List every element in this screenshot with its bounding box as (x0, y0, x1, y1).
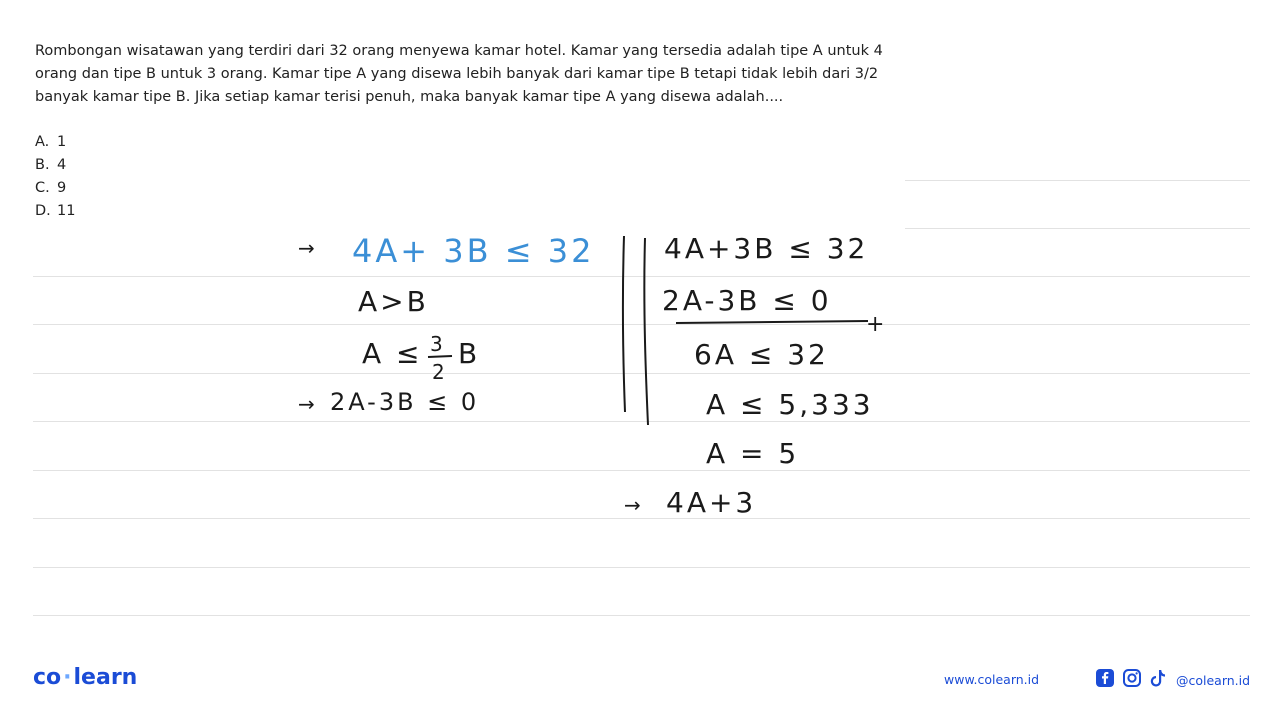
sum-bar-stroke (676, 321, 868, 323)
question-text (35, 40, 915, 109)
fraction-bar-stroke (428, 356, 452, 357)
ruled-line (33, 567, 1250, 568)
hw-right-eq5: A = 5 (706, 437, 800, 470)
ruled-line (33, 276, 1250, 277)
instagram-icon[interactable] (1122, 668, 1142, 692)
arrow-marker: → (298, 392, 318, 416)
option-value: 9 (57, 180, 67, 196)
hw-right-eq4: A ≤ 5,333 (706, 388, 874, 421)
ruled-line (33, 373, 1250, 374)
hw-right-eq6: 4A+3 (666, 486, 757, 519)
option-a (35, 131, 75, 154)
hw-fraction-denominator: 2 (432, 360, 448, 384)
divider-stroke (644, 238, 648, 425)
question-paragraph: Rombongan wisatawan yang terdiri dari 32 orang menyewa kamar hotel. Kamar yang tersedia adalah tipe A untuk 4 orang dan tipe B untuk 3 orang. Kamar tipe A yang disewa lebih banyak dari kamar tipe B tetapi tidak lebih dari 3/2 banyak kamar tipe B. Jika setiap kamar terisi penuh, maka banyak kamar tipe A yang disewa adalah.... (35, 43, 883, 105)
hw-constraint-a-gt-b: A>B (358, 285, 429, 318)
logo-learn: learn (73, 665, 138, 690)
option-key: A. (35, 134, 50, 150)
arrow-marker: → (298, 236, 318, 260)
colearn-logo (33, 665, 137, 690)
hw-constraint-rearranged: 2A-3B ≤ 0 (330, 388, 480, 416)
hw-fraction-var: B (458, 337, 481, 370)
hw-right-eq1: 4A+3B ≤ 32 (664, 232, 869, 265)
ruled-line (33, 324, 1250, 325)
social-links (1095, 668, 1250, 692)
answer-options (35, 131, 75, 223)
option-c (35, 177, 75, 200)
hw-right-plus: + (866, 312, 888, 337)
hw-constraint-people: 4A+ 3B ≤ 32 (352, 232, 595, 270)
social-handle[interactable]: @colearn.id (1176, 672, 1251, 688)
ruled-line (33, 518, 1250, 519)
hw-constraint-a-le: A ≤ (362, 337, 423, 370)
hw-right-eq3: 6A ≤ 32 (694, 338, 829, 371)
logo-dot: · (63, 665, 72, 690)
hw-right-eq2: 2A-3B ≤ 0 (662, 284, 832, 317)
option-b (35, 154, 75, 177)
ruled-line (905, 228, 1250, 229)
facebook-icon[interactable] (1095, 668, 1115, 692)
option-d (35, 200, 75, 223)
option-key: C. (35, 180, 50, 196)
ruled-line (33, 615, 1250, 616)
ruled-line (33, 421, 1250, 422)
option-value: 4 (57, 157, 67, 173)
website-link[interactable]: www.colearn.id (944, 672, 1040, 687)
option-value: 1 (57, 134, 67, 150)
ruled-line (905, 180, 1250, 181)
hw-fraction-numerator: 3 (430, 332, 446, 356)
tiktok-icon[interactable] (1149, 668, 1167, 692)
logo-co: co (33, 665, 62, 690)
option-key: D. (35, 203, 51, 219)
arrow-marker: → (624, 493, 644, 517)
ruled-line (33, 470, 1250, 471)
option-value: 11 (57, 203, 76, 219)
option-key: B. (35, 157, 50, 173)
